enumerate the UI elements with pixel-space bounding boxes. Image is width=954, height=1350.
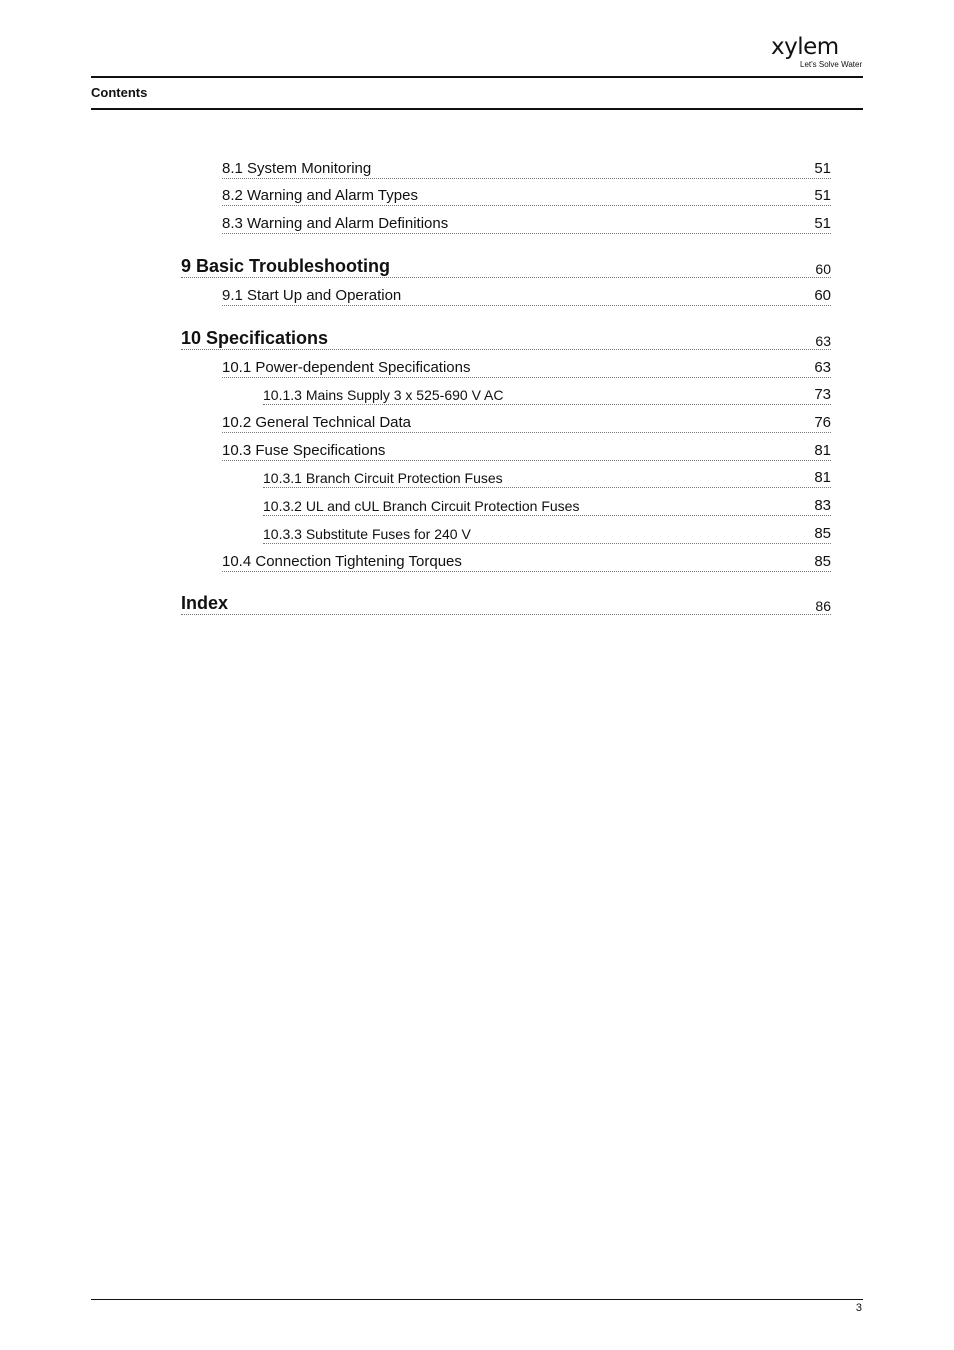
- toc-entry[interactable]: [222, 285, 831, 306]
- section-label: Contents: [91, 85, 148, 100]
- toc-entry[interactable]: [263, 467, 831, 488]
- toc-entry-title: 10.1.3 Mains Supply 3 x 525-690 V AC: [263, 387, 504, 403]
- toc-entry-page: 63: [815, 333, 831, 349]
- toc-entry-page: 60: [815, 261, 831, 277]
- toc-entry[interactable]: [263, 495, 831, 516]
- toc-entry[interactable]: [222, 551, 831, 572]
- xylem-logo: [766, 36, 866, 72]
- toc-entry[interactable]: [222, 213, 831, 234]
- toc-entry-page: 85: [814, 553, 831, 570]
- toc-entry[interactable]: [222, 158, 831, 179]
- toc-entry-page: 51: [814, 160, 831, 177]
- toc-entry-page: 76: [814, 414, 831, 431]
- toc-entry-title: 10.1 Power-dependent Specifications: [222, 359, 471, 376]
- page-number: 3: [855, 1302, 862, 1314]
- toc-entry-page: 51: [814, 187, 831, 204]
- toc-entry[interactable]: [222, 440, 831, 461]
- toc-entry-title: 10.3 Fuse Specifications: [222, 442, 386, 459]
- toc-entry-page: 63: [814, 359, 831, 376]
- toc-entry-title: 9.1 Start Up and Operation: [222, 287, 402, 304]
- toc-entry-page: 60: [814, 287, 831, 304]
- toc-entry-title: 10 Specifications: [181, 328, 329, 348]
- toc-entry-title: 8.3 Warning and Alarm Definitions: [222, 215, 449, 232]
- toc-entry-page: 86: [815, 598, 831, 614]
- toc-entry[interactable]: [181, 253, 831, 278]
- toc-entry[interactable]: [222, 357, 831, 378]
- header-rule-top: [91, 76, 863, 78]
- toc-entry[interactable]: [263, 384, 831, 405]
- toc-entry[interactable]: [222, 185, 831, 206]
- toc-entry[interactable]: [181, 590, 831, 615]
- toc-entry-title: 10.3.1 Branch Circuit Protection Fuses: [263, 470, 503, 486]
- toc-entry-title: 10.3.2 UL and cUL Branch Circuit Protection Fuses: [263, 498, 580, 514]
- toc-entry-page: 81: [814, 469, 831, 486]
- toc-entry-page: 85: [814, 525, 831, 542]
- toc-entry-page: 81: [814, 442, 831, 459]
- toc-entry-page: 51: [814, 215, 831, 232]
- toc-entry[interactable]: [263, 523, 831, 544]
- toc-entry[interactable]: [222, 412, 831, 433]
- toc-entry-title: 8.1 System Monitoring: [222, 160, 372, 177]
- header-rule-bottom: [91, 108, 863, 110]
- footer-rule: [91, 1299, 863, 1300]
- toc-entry-title: 9 Basic Troubleshooting: [181, 256, 391, 276]
- toc-entry-title: Index: [181, 593, 229, 613]
- toc-entry-title: 10.4 Connection Tightening Torques: [222, 553, 462, 570]
- toc-entry-page: 83: [814, 497, 831, 514]
- toc-entry-title: 10.3.3 Substitute Fuses for 240 V: [263, 526, 471, 542]
- toc-entry-title: 8.2 Warning and Alarm Types: [222, 187, 418, 204]
- toc-entry-title: 10.2 General Technical Data: [222, 414, 412, 431]
- toc-entry[interactable]: [181, 325, 831, 350]
- logo-wordmark: xylem: [771, 34, 839, 60]
- logo-tagline: Let's Solve Water: [800, 60, 863, 69]
- toc-entry-page: 73: [814, 386, 831, 403]
